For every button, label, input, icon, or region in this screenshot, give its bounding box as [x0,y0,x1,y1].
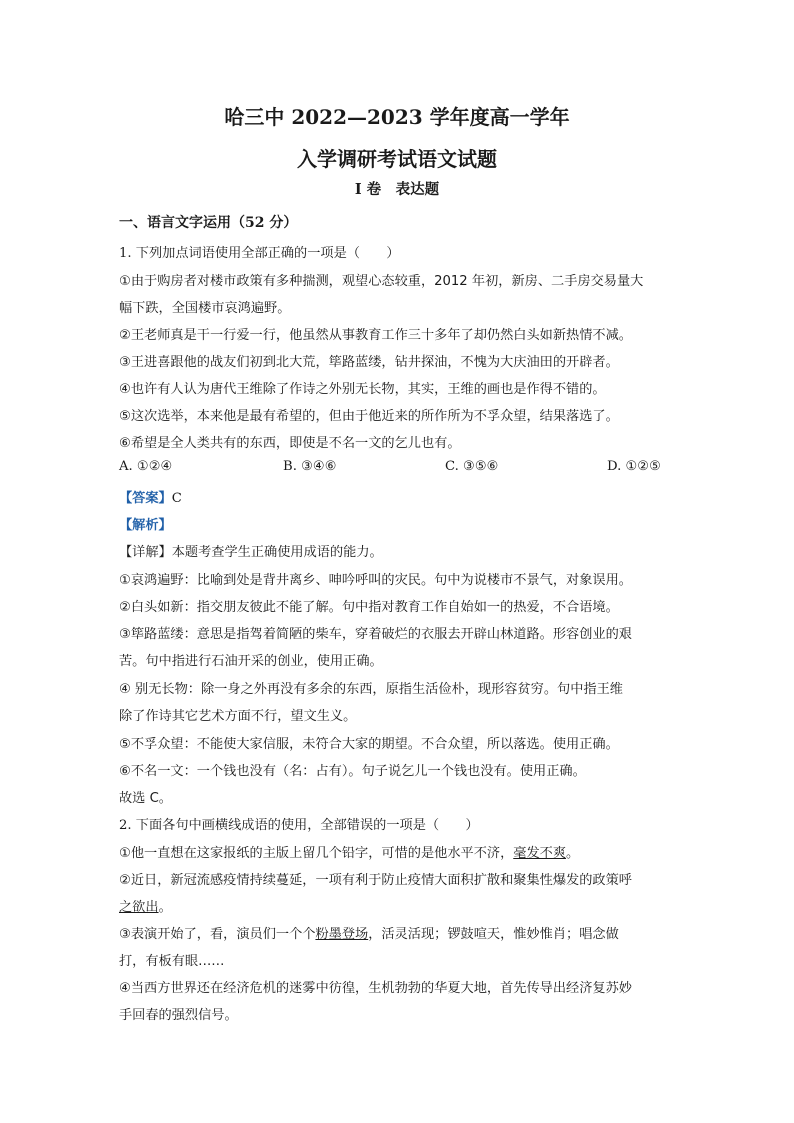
explanation-line: ⑤不孚众望：不能使大家信服，未符合大家的期望。不合众望，所以落选。使用正确。 [119,737,619,752]
q2-text: 。 [566,846,580,861]
exam-title-line2: 入学调研考试语文试题 [297,147,497,171]
explanation-line: ④ 别无长物：除一身之外再没有多余的东西，原指生活俭朴，现形容贫穷。句中指王维 [119,682,623,697]
q2-text: ①他一直想在这家报纸的主版上留几个铅字，可惜的是他水平不济， [119,846,514,861]
q1-line: ⑤这次选举，本来他是最有希望的，但由于他近来的所作所为不孚众望，结果落选了。 [119,409,619,424]
conclusion: 故选 C。 [119,791,172,806]
q2-line [119,896,679,915]
analysis-row [119,514,679,533]
answer-label: 【答案】 [119,491,172,506]
q1-line: ④也许有人认为唐代王维除了作诗之外别无长物，其实，王维的画也是作得不错的。 [119,382,606,397]
explanation-line: ③筚路蓝缕：意思是指驾着简陋的柴车，穿着破烂的衣服去开辟山林道路。形容创业的艰 [119,627,632,642]
underlined-idiom: 之欲出 [119,900,159,915]
explanation-line: ①哀鸿遍野：比喻到处是背井离乡、呻吟呼叫的灾民。句中为说楼市不景气，对象误用。 [119,573,632,588]
q2-text: ③表演开始了，看，演员们一个个 [119,927,316,942]
explanation-line: 苦。句中指进行石油开采的创业，使用正确。 [119,654,383,669]
underlined-idiom: 粉墨登场 [315,927,369,942]
q2-line: ④当西方世界还在经济危机的迷雾中彷徨，生机勃勃的华夏大地，首先传导出经济复苏妙 [119,981,632,996]
explanation-line: ⑥不名一文：一个钱也没有（名：占有）。句子说乞儿一个钱也没有。使用正确。 [119,764,586,779]
explanation-line: 除了作诗其它艺术方面不行，望文生义。 [119,709,357,724]
answer-value: C [171,491,182,506]
q1-line: ②王老师真是干一行爱一行，他虽然从事教育工作三十多年了却仍然白头如新热情不减。 [119,328,632,343]
q2-text: ，活灵活现；锣鼓喧天，惟妙惟肖；唱念做 [368,927,619,942]
detail-label: 【详解】 [119,545,172,560]
q2-line: 手回春的强烈信号。 [119,1008,238,1023]
q1-line: ①由于购房者对楼市政策有多种揣测，观望心态较重，2012 年初，新房、二手房交易量大 [119,274,644,289]
q1-stem: 1. 下列加点词语使用全部正确的一项是（ ） [119,246,400,261]
q2-line [119,923,679,942]
q2-stem: 2. 下面各句中画横线成语的使用，全部错误的一项是（ ） [119,818,479,833]
detail-row [119,541,679,560]
q2-line: 打，有板有眼…… [119,954,225,969]
q2-line: ②近日，新冠流感疫情持续蔓延，一项有利于防止疫情大面积扩散和聚集性爆发的政策呼 [119,873,632,888]
exam-title-line1: 哈三中 2022—2023 学年度高一学年 [224,105,570,129]
q1-line: ③王进喜跟他的战友们初到北大荒，筚路蓝缕，钻井探油，不愧为大庆油田的开辟者。 [119,355,619,370]
q1-option-b: B. ③④⑥ [283,459,337,474]
answer-row [119,487,679,506]
part-heading: 一、语言文字运用（52 分） [119,215,298,231]
q1-option-a: A. ①②④ [119,459,173,474]
q1-option-d: D. ①②⑤ [607,459,661,474]
explanation-line: ②白头如新：指交朋友彼此不能了解。句中指对教育工作自始如一的热爱，不合语境。 [119,600,619,615]
q1-line: ⑥希望是全人类共有的东西，即使是不名一文的乞儿也有。 [119,436,461,451]
q1-option-c: C. ③⑤⑥ [445,459,499,474]
q2-line [119,842,679,861]
section-title: I 卷 表达题 [354,181,440,198]
q2-text: 。 [158,900,172,915]
detail-intro: 本题考查学生正确使用成语的能力。 [171,545,383,560]
q1-line: 幅下跌，全国楼市哀鸿遍野。 [119,301,291,316]
underlined-idiom: 毫发不爽 [513,846,567,861]
analysis-label: 【解析】 [119,518,172,533]
